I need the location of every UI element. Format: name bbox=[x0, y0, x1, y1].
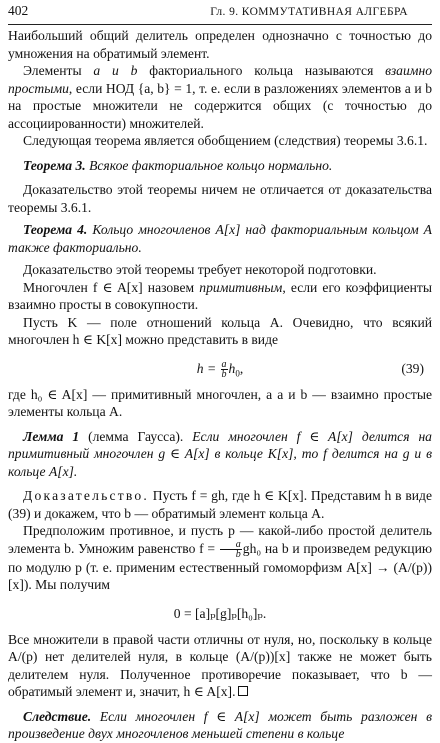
paragraph-fraction-field: Пусть K — поле отношений кольца A. Очевидно, что всякий многочлен h ∈ K[x] можно представить в виде bbox=[8, 314, 432, 347]
lemma-1-statement: Если многочлен f ∈ A[x] делится на примитивный многочлен g ∈ A[x] в кольце K[x], то f делится на g и в кольце A[x]. bbox=[8, 428, 432, 479]
theorem-4-statement: Кольцо многочленов A[x] над факториальным кольцом A также факториально. bbox=[8, 222, 432, 255]
corollary bbox=[8, 708, 432, 743]
corollary-label: Следствие. bbox=[23, 708, 92, 724]
theorem-4-label: Теорема 4. bbox=[23, 222, 88, 237]
corollary-statement: Если многочлен f ∈ A[x] может быть разложен в произведение двух многочленов меньшей степени в кольце bbox=[8, 708, 432, 742]
term-coprime: взаимно простыми bbox=[8, 63, 432, 96]
paragraph-contradiction: Все множители в правой части отличны от нуля, но, поскольку в кольце A/(p) нет делителей нуля, в кольце (A/(p))[x] также не может быть делителем нуля. Полученное противоречие показывает, что b — обратимый элемент и, значит, h ∈ A[x]. bbox=[8, 631, 432, 700]
paragraph-suppose-contrary: Предположим противное, и пусть p — какой-либо простой делитель элемента b. Умножим равенство f = $\frac{a}{b}$ gh₀ на b и произведем редукцию по модулю p (т. е. применим естественный гомоморфизм A[x] → (A/(p))[x]). Мы получим bbox=[8, 523, 432, 593]
running-header bbox=[8, 0, 432, 25]
qed-square-icon bbox=[238, 686, 248, 696]
lemma-1: Лемма 1 (лемма Гаусса). Если многочлен f ∈ A[x] делится на примитивный многочлен g ∈ A[x] в кольце K[x], то f делится на g и в кольце A[x]. bbox=[8, 428, 432, 479]
inline-fraction: $\frac{a}{b}$ bbox=[220, 540, 242, 559]
running-title: Гл. 9. КОММУТАТИВНАЯ АЛГЕБРА bbox=[210, 6, 408, 18]
paragraph-generalization: Следующая теорема является обобщением (следствия) теоремы 3.6.1. bbox=[23, 133, 428, 148]
proof-label: Доказательство. bbox=[23, 488, 150, 503]
theorem-3-statement: Всякое факториальное кольцо нормально. bbox=[85, 157, 333, 173]
paragraph-primitive-definition: Многочлен f ∈ A[x] назовем примитивным, если его коэффициенты взаимно просты в совокупности. bbox=[8, 279, 433, 312]
lemma-1-label: Лемма 1 bbox=[23, 428, 80, 444]
paragraph-coprime-definition: Элементы a и b факториального кольца называются взаимно простыми, если НОД {a, b} = 1, т. е. если в разложениях элементов a и b на простые множители не содержится общих (с точностью до ассоциированности) множителей. bbox=[8, 63, 432, 131]
paragraph-where-h0: где h₀ ∈ A[x] — примитивный многочлен, а a и b — взаимно простые элементы кольца A. bbox=[8, 386, 432, 419]
equation-39: h = $\frac{a}{b}$ $h_0$, (39) bbox=[8, 355, 432, 382]
paragraph-gcd: Наибольший общий делитель определен однозначно с точностью до умножения на обратимый элемент. bbox=[8, 28, 432, 61]
paragraph-preparation: Доказательство этой теоремы требует некоторой подготовки. bbox=[23, 262, 377, 277]
proof: Доказательство. Пусть f = gh, где h ∈ K[x]. Представим h в виде (39) и докажем, что b — обратимый элемент кольца A. bbox=[8, 488, 432, 521]
equation-reduction: 0 = [a]ₚ[g]ₚ[h₀]ₚ. bbox=[173, 605, 267, 621]
equation-number: (39) bbox=[401, 360, 424, 376]
equation-39-fraction: $\frac{a}{b}$ bbox=[221, 358, 227, 380]
theorem-3-label: Теорема 3. bbox=[23, 157, 86, 173]
paragraph-proof-reference: Доказательство этой теоремы ничем не отличается от доказательства теоремы 3.6.1. bbox=[8, 182, 432, 215]
theorem-3 bbox=[8, 157, 432, 175]
term-primitive: примитивным bbox=[199, 279, 283, 295]
theorem-4 bbox=[8, 221, 432, 256]
page-number: 402 bbox=[8, 3, 29, 18]
